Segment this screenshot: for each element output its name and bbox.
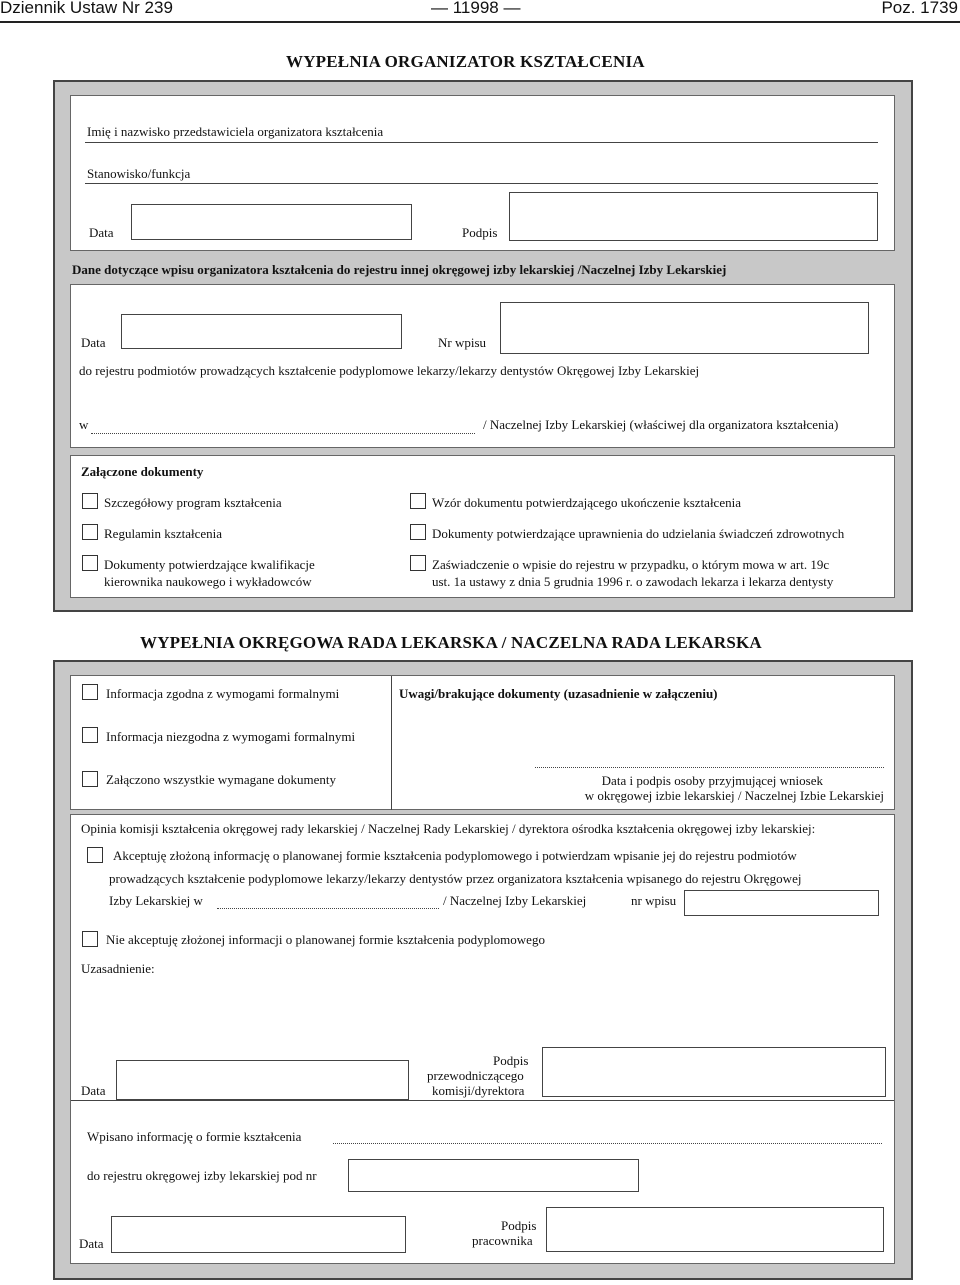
formal-not-ok-label: Informacja niezgodna z wymogami formalnymi bbox=[106, 729, 356, 744]
all-documents-label: Załączono wszystkie wymagane dokumenty bbox=[106, 772, 336, 787]
qualifications-label-1: Dokumenty potwierdzające kwalifikacje bbox=[104, 557, 315, 572]
employee-signature-field[interactable] bbox=[546, 1207, 884, 1252]
registry-certificate-label-1: Zaświadczenie o wpisie do rejestru w przypadku, o którym mowa w art. 19c bbox=[432, 557, 830, 572]
opinion-heading: Opinia komisji kształcenia okręgowej rady lekarskiej / Naczelnej Rady Lekarskiej / dyrektora ośrodka kształcenia okręgowej izby lekarskiej: bbox=[81, 821, 816, 836]
reject-label: Nie akceptuję złożonej informacji o planowanej formie kształcenia podyplomowego bbox=[106, 932, 545, 947]
health-services-checkbox[interactable] bbox=[410, 524, 426, 540]
accept-checkbox[interactable] bbox=[87, 847, 103, 863]
registry-number-field[interactable] bbox=[500, 302, 869, 354]
signature-label: Podpis bbox=[462, 225, 498, 240]
registry-certificate-checkbox[interactable] bbox=[410, 555, 426, 571]
qualifications-checkbox[interactable] bbox=[82, 555, 98, 571]
attachments-heading: Załączone dokumenty bbox=[81, 464, 204, 479]
reject-checkbox[interactable] bbox=[82, 931, 98, 947]
registry-number-field-2[interactable] bbox=[348, 1159, 639, 1192]
regulations-label: Regulamin kształcenia bbox=[104, 526, 223, 541]
page-number: — 11998 — bbox=[431, 0, 521, 17]
all-documents-checkbox[interactable] bbox=[82, 771, 98, 787]
registry-number-label: Nr wpisu bbox=[438, 335, 487, 350]
certificate-template-label: Wzór dokumentu potwierdzającego ukończenie kształcenia bbox=[432, 495, 741, 510]
verification-panel bbox=[70, 675, 895, 810]
registry-certificate-label-2: ust. 1a ustawy z dnia 5 grudnia 1996 r. o zawodach lekarza i lekarza dentysty bbox=[432, 574, 834, 589]
chair-signature-label-3: komisji/dyrektora bbox=[432, 1083, 525, 1098]
section2-title: WYPEŁNIA OKRĘGOWA RADA LEKARSKA / NACZELNA RADA LEKARSKA bbox=[140, 633, 762, 652]
verification-divider bbox=[391, 676, 392, 810]
regulations-checkbox[interactable] bbox=[82, 524, 98, 540]
position-field[interactable] bbox=[85, 183, 878, 184]
employee-signature-label-1: Podpis bbox=[501, 1218, 537, 1233]
accept-number-label: nr wpisu bbox=[631, 893, 677, 908]
chair-signature-label-1: Podpis bbox=[493, 1053, 529, 1068]
opinion-panel bbox=[70, 814, 895, 1264]
entered-label: Wpisano informację o formie kształcenia bbox=[87, 1129, 302, 1144]
accept-chamber-field[interactable] bbox=[217, 908, 439, 909]
employee-date-field[interactable] bbox=[111, 1216, 406, 1253]
attachments-panel bbox=[70, 455, 895, 598]
formal-ok-checkbox[interactable] bbox=[82, 684, 98, 700]
registry-text: do rejestru podmiotów prowadzących kształcenie podyplomowe lekarzy/lekarzy dentystów Okręgowej Izby Lekarskiej bbox=[79, 363, 700, 378]
chair-signature-label-2: przewodniczącego bbox=[427, 1068, 524, 1083]
registry-date-label: Data bbox=[81, 335, 106, 350]
date-label: Data bbox=[89, 225, 114, 240]
certificate-template-checkbox[interactable] bbox=[410, 493, 426, 509]
registry-suffix: / Naczelnej Izby Lekarskiej (właściwej dla organizatora kształcenia) bbox=[483, 417, 839, 432]
program-checkbox[interactable] bbox=[82, 493, 98, 509]
registry-w-label: w bbox=[79, 417, 89, 432]
chair-signature-field[interactable] bbox=[542, 1047, 886, 1097]
chair-section-rule bbox=[71, 1100, 894, 1101]
registry-heading: Dane dotyczące wpisu organizatora kształcenia do rejestru innej okręgowej izby lekarskiej /Naczelnej Izby Lekarskiej bbox=[72, 262, 727, 277]
receiver-label-1: Data i podpis osoby przyjmującej wniosek bbox=[601, 773, 823, 788]
chair-date-field[interactable] bbox=[116, 1060, 409, 1100]
formal-ok-label: Informacja zgodna z wymogami formalnymi bbox=[106, 686, 340, 701]
employee-date-label: Data bbox=[79, 1236, 104, 1251]
date-field[interactable] bbox=[131, 204, 412, 240]
qualifications-label-2: kierownika naukowego i wykładowców bbox=[104, 574, 312, 589]
accept-line-1: Akceptuję złożoną informację o planowanej formie kształcenia podyplomowego i potwierdzam wpisanie jej do rejestru podmiotów bbox=[113, 848, 797, 863]
entered-field[interactable] bbox=[333, 1143, 882, 1144]
representative-panel bbox=[70, 95, 895, 251]
remarks-heading: Uwagi/brakujące dokumenty (uzasadnienie w załączeniu) bbox=[399, 686, 718, 701]
registry-panel bbox=[70, 284, 895, 448]
receiver-label-2: w okręgowej izbie lekarskiej / Naczelnej Izbie Lekarskiej bbox=[584, 788, 884, 803]
chair-date-label: Data bbox=[81, 1083, 106, 1098]
justification-label: Uzasadnienie: bbox=[81, 961, 155, 976]
accept-number-field[interactable] bbox=[684, 890, 879, 916]
header-rule bbox=[0, 21, 960, 23]
position-number: Poz. 1739 bbox=[881, 0, 958, 17]
signature-field[interactable] bbox=[509, 192, 878, 241]
position-label: Stanowisko/funkcja bbox=[87, 166, 191, 181]
registry-number-label-2: do rejestru okręgowej izby lekarskiej pod nr bbox=[87, 1168, 317, 1183]
name-label: Imię i nazwisko przedstawiciela organizatora kształcenia bbox=[87, 124, 384, 139]
formal-not-ok-checkbox[interactable] bbox=[82, 727, 98, 743]
health-services-label: Dokumenty potwierdzające uprawnienia do udzielania świadczeń zdrowotnych bbox=[432, 526, 845, 541]
registry-date-field[interactable] bbox=[121, 314, 402, 349]
employee-signature-label-2: pracownika bbox=[472, 1233, 533, 1248]
receiver-signature-field[interactable] bbox=[535, 767, 884, 768]
journal-title: Dziennik Ustaw Nr 239 bbox=[0, 0, 173, 17]
program-label: Szczegółowy program kształcenia bbox=[104, 495, 282, 510]
section1-title: WYPEŁNIA ORGANIZATOR KSZTAŁCENIA bbox=[286, 52, 645, 71]
accept-line-2: prowadzących kształcenie podyplomowe lekarzy/lekarzy dentystów przez organizatora kształcenia wpisanego do rejestru Okręgowej bbox=[109, 871, 802, 886]
accept-line-3-prefix: Izby Lekarskiej w bbox=[109, 893, 203, 908]
registry-chamber-field[interactable] bbox=[91, 433, 475, 434]
name-field[interactable] bbox=[85, 142, 878, 143]
accept-line-3-suffix: / Naczelnej Izby Lekarskiej bbox=[443, 893, 587, 908]
